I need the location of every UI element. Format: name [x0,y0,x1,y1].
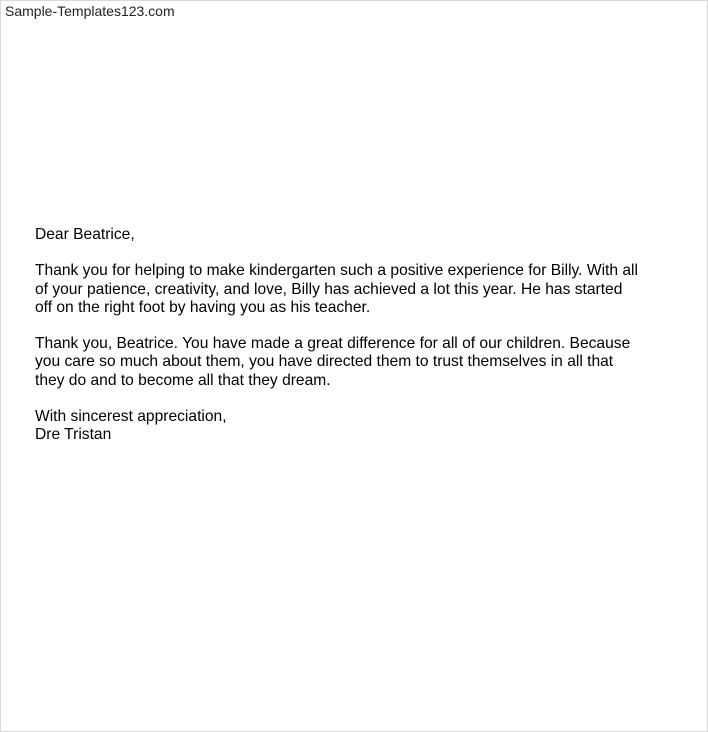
paragraph-2-line-1: Thank you, Beatrice. You have made a great difference for all of our children. Because [35,335,631,353]
closing-block [35,408,675,444]
paragraph-2-line-3: they do and to become all that they dream. [35,371,331,389]
paragraph-1-line-3: off on the right foot by having you as his teacher. [35,298,371,316]
salutation: Dear Beatrice, [35,226,135,243]
paragraph-1 [35,262,675,317]
paragraph-1-line-2: of your patience, creativity, and love, Billy has achieved a lot this year. He has started [35,280,623,298]
closing-line: With sincerest appreciation, [35,407,227,425]
paragraph-2-line-2: you care so much about them, you have directed them to trust themselves in all that [35,353,614,371]
paragraph-1-line-1: Thank you for helping to make kindergarten such a positive experience for Billy. With all [35,262,638,280]
paragraph-2 [35,335,675,390]
watermark-text: Sample-Templates123.com [5,3,175,19]
signature: Dre Tristan [35,426,112,444]
letter-body [35,226,675,444]
